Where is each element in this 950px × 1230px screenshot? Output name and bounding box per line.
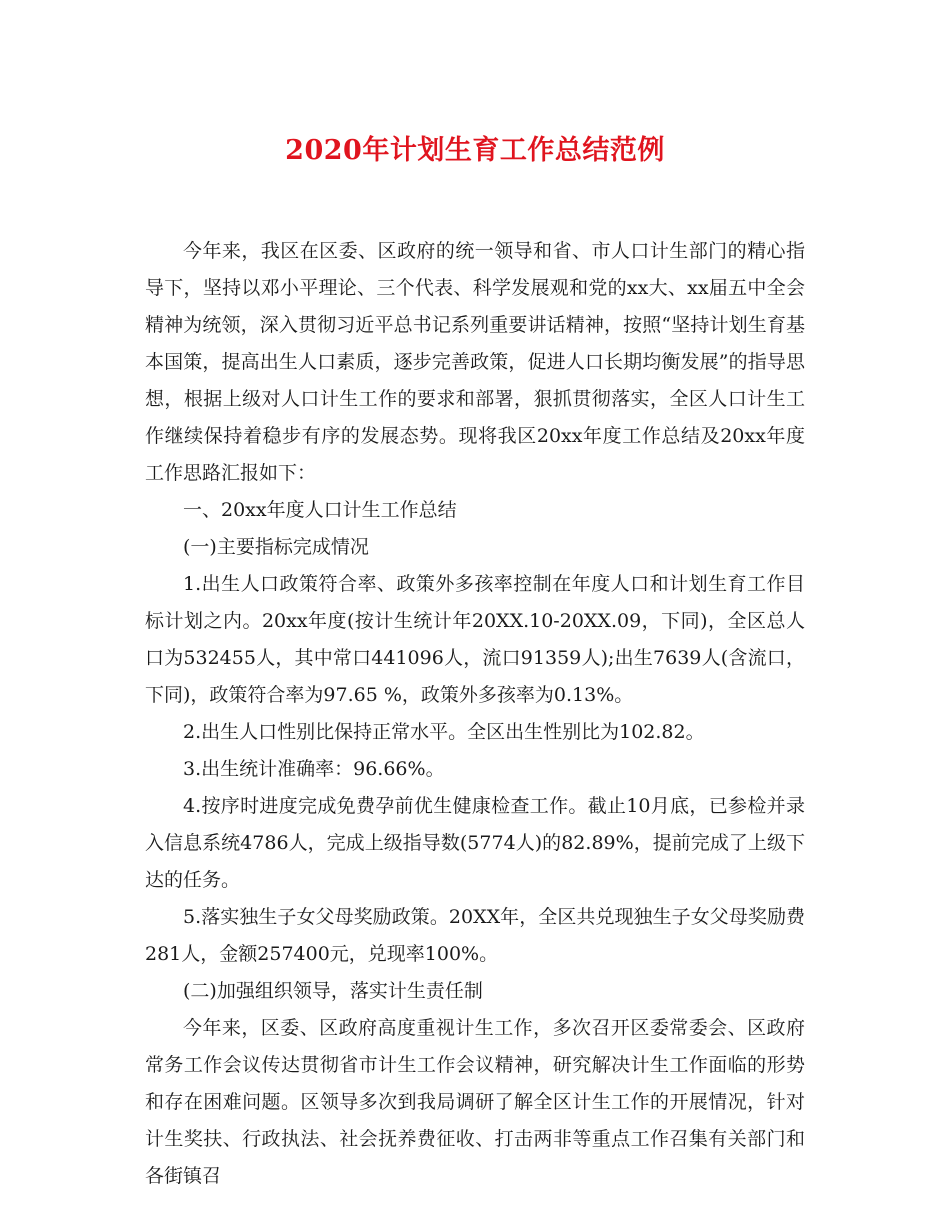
paragraph-item-5: 5.落实独生子女父母奖励政策。20XX年，全区共兑现独生子女父母奖励费281人，金额257400元，兑现率100%。	[145, 906, 805, 965]
paragraph-intro: 今年来，我区在区委、区政府的统一领导和省、市人口计生部门的精心指导下，坚持以邓小平理论、三个代表、科学发展观和党的xx大、xx届五中全会精神为统领，深入贯彻习近平总书记系列重要讲话精神，按照“坚持计划生育基本国策，提高出生人口素质，逐步完善政策，促进人口长期均衡发展”的指导思想，根据上级对人口计生工作的要求和部署，狠抓贯彻落实，全区人口计生工作继续保持着稳步有序的发展态势。现将我区20xx年度工作总结及20xx年度工作思路汇报如下：	[145, 240, 805, 484]
paragraph-item-1: 1.出生人口政策符合率、政策外多孩率控制在年度人口和计划生育工作目标计划之内。20xx年度(按计生统计年20XX.10-20XX.09，下同)，全区总人口为532455人，其中常口441096人，流口91359人);出生7639人(含流口，下同)，政策符合率为97.65 %，政策外多孩率为0.13%。	[145, 573, 805, 706]
paragraph-item-2: 2.出生人口性别比保持正常水平。全区出生性别比为102.82。	[183, 721, 705, 743]
document-title: 2020年计划生育工作总结范例	[285, 135, 665, 166]
document-body	[145, 233, 805, 1195]
subsection-heading-2: (二)加强组织领导，落实计生责任制	[183, 980, 483, 1002]
subsection-heading-1: (一)主要指标完成情况	[183, 536, 369, 558]
paragraph-item-3: 3.出生统计准确率：96.66%。	[183, 758, 445, 780]
paragraph-leadership: 今年来，区委、区政府高度重视计生工作，多次召开区委常委会、区政府常务工作会议传达贯彻省市计生工作会议精神，研究解决计生工作面临的形势和存在困难问题。区领导多次到我局调研了解全区计生工作的开展情况，针对计生奖扶、行政执法、社会抚养费征收、打击两非等重点工作召集有关部门和各街镇召	[145, 1017, 805, 1187]
section-heading-1: 一、20xx年度人口计生工作总结	[183, 499, 457, 521]
paragraph-item-4: 4.按序时进度完成免费孕前优生健康检查工作。截止10月底，已参检并录入信息系统4786人，完成上级指导数(5774人)的82.89%，提前完成了上级下达的任务。	[145, 795, 805, 891]
